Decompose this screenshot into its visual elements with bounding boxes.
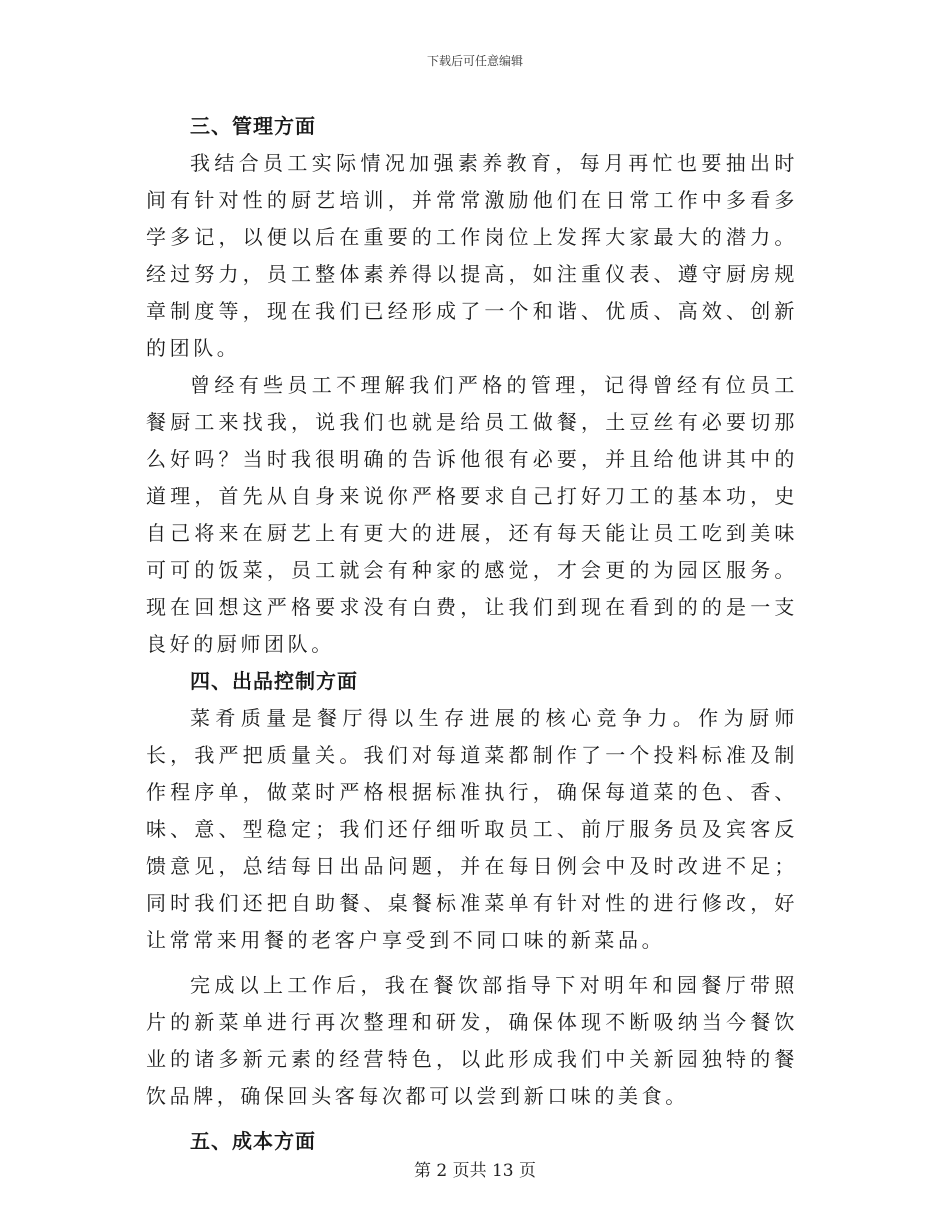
page-header-note: 下载后可任意编辑: [426, 54, 523, 68]
section-heading-output-control: 四、出品控制方面: [190, 669, 358, 693]
paragraph-output-control-2: 完成以上工作后，我在餐饮部指导下对明年和园餐厅带照片的新菜单进行再次整理和研发，确保体现不断吸纳当今餐饮业的诸多新元素的经营特色，以此形成我们中关新园独特的餐饮品牌，确保回头客每次都可以尝到新口味的美食。: [146, 973, 798, 1108]
paragraph-output-control-1: 菜肴质量是餐厅得以生存进展的核心竞争力。作为厨师长，我严把质量关。我们对每道菜都制作了一个投料标准及制作程序单，做菜时严格根据标准执行，确保每道菜的色、香、味、意、型稳定；我们还仔细听取员工、前厅服务员及宾客反馈意见，总结每日出品问题，并在每日例会中及时改进不足；同时我们还把自助餐、桌餐标准菜单有针对性的进行修改，好让常常来用餐的老客户享受到不同口味的新菜品。: [146, 706, 798, 952]
paragraph-gap: [146, 1115, 798, 1123]
paragraph-management-2: 曾经有些员工不理解我们严格的管理，记得曾经有位员工餐厨工来找我，说我们也就是给员工做餐，土豆丝有必要切那么好吗？当时我很明确的告诉他很有必要，并且给他讲其中的道理，首先从自身来说你严格要求自己打好刀工的基本功，史自己将来在厨艺上有更大的进展，还有每天能让员工吃到美味可可的饭菜，员工就会有种家的感觉，才会更的为园区服务。现在回想这严格要求没有白费，让我们到现在看到的的是一支良好的厨师团队。: [146, 373, 798, 656]
paragraph-gap: [146, 959, 798, 967]
section-heading-cost: 五、成本方面: [190, 1129, 316, 1153]
document-body: [146, 108, 798, 1160]
section-heading-management: 三、管理方面: [190, 114, 316, 138]
paragraph-management-1: 我结合员工实际情况加强素养教育，每月再忙也要抽出时间有针对性的厨艺培训，并常常激励他们在日常工作中多看多学多记，以便以后在重要的工作岗位上发挥大家最大的潜力。经过努力，员工整体素养得以提高，如注重仪表、遵守厨房规章制度等，现在我们已经形成了一个和谐、优质、高效、创新的团队。: [146, 151, 798, 360]
page-number-footer: 第 2 页共 13 页: [413, 1161, 537, 1181]
